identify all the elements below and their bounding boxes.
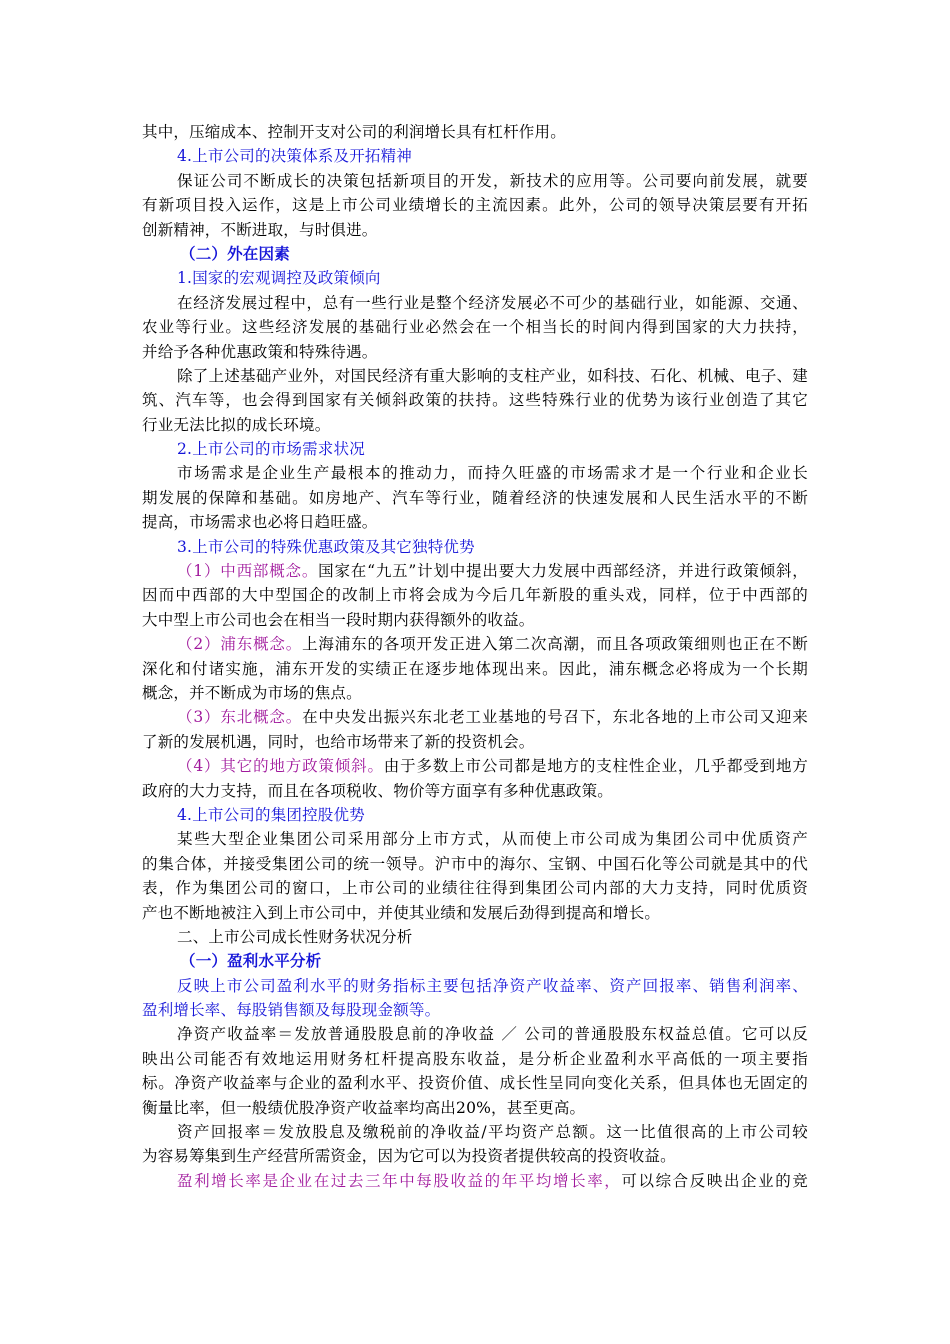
body-text: 筑、汽车等，也会得到国家有关倾斜政策的扶持。这些特殊行业的优势为该行业创造了其它 (142, 391, 808, 410)
body-text: 大中型上市公司也会在相当一段时期内获得额外的收益。 (142, 610, 535, 629)
body-text (142, 705, 808, 729)
body-text: 农业等行业。这些经济发展的基础行业必然会在一个相当长的时间内得到国家的大力扶持， (142, 318, 808, 337)
body-text-run: 上海浦东的各项开发正进入第二次高潮，而且各项政策细则也正在不断 (302, 635, 808, 654)
document-page (142, 120, 808, 1193)
body-text: 资产回报率＝发放股息及缴税前的净收益/平均资产总额。这一比值很高的上市公司较 (177, 1123, 808, 1142)
body-text (142, 754, 808, 778)
body-text: 为容易筹集到生产经营所需资金，因为它可以为投资者提供较高的投资收益。 (142, 1147, 676, 1166)
body-text: 创新精神，不断进取，与时俱进。 (142, 220, 378, 239)
body-text-run: 国家在“九五”计划中提出要大力发展中西部经济，并进行政策倾斜， (318, 562, 808, 581)
body-text-run: 在中央发出振兴东北老工业基地的号召下，东北各地的上市公司又迎来 (302, 708, 808, 727)
keyword-label: 盈利增长率是企业在过去三年中每股收益的年平均增长率， (177, 1171, 622, 1190)
body-text: 了新的发展机遇，同时，也给市场带来了新的投资机会。 (142, 732, 535, 751)
body-text: 的集合体，并接受集团公司的统一领导。沪市中的海尔、宝钢、中国石化等公司就是其中的代 (142, 854, 808, 873)
chapter-heading: 二、上市公司成长性财务状况分析 (177, 927, 413, 946)
body-text: 净资产收益率＝发放普通股股息前的净收益 ／ 公司的普通股股东权益总值。它可以反 (177, 1025, 808, 1044)
body-text: 保证公司不断成长的决策包括新项目的开发，新技术的应用等。公司要向前发展，就要 (177, 171, 808, 190)
body-text: 因而中西部的大中型国企的改制上市将会成为今后几年新股的重头戏，同样，位于中西部的 (142, 586, 808, 605)
section-heading: 4.上市公司的集团控股优势 (177, 805, 365, 824)
keyword-label: （3）东北概念。 (177, 708, 303, 727)
body-text: 深化和付诸实施，浦东开发的实绩正在逐步地体现出来。因此，浦东概念必将成为一个长期 (142, 659, 808, 678)
section-heading: 1.国家的宏观调控及政策倾向 (177, 269, 381, 288)
body-text: 某些大型企业集团公司采用部分上市方式，从而使上市公司成为集团公司中优质资产 (177, 830, 808, 849)
body-text-run: 可以综合反映出企业的竞 (621, 1171, 808, 1190)
subsection-heading: （一）盈利水平分析 (180, 951, 322, 971)
body-text: 映出公司能否有效地运用财务杠杆提高股东收益，是分析企业盈利水平高低的一项主要指 (142, 1049, 808, 1068)
body-text: 标。净资产收益率与企业的盈利水平、投资价值、成长性呈同向变化关系，但具体也无固定的 (142, 1074, 808, 1093)
body-text: 其中，压缩成本、控制开支对公司的利润增长具有杠杆作用。 (142, 123, 566, 141)
body-text: 产也不断地被注入到上市公司中，并使其业绩和发展后劲得到提高和增长。 (142, 903, 661, 922)
body-text-run: 由于多数上市公司都是地方的支柱性企业，几乎都受到地方 (383, 757, 808, 776)
body-text: 期发展的保障和基础。如房地产、汽车等行业，随着经济的快速发展和人民生活水平的不断 (142, 488, 808, 507)
highlighted-text: 反映上市公司盈利水平的财务指标主要包括净资产收益率、资产回报率、销售利润率、 (177, 976, 808, 995)
body-text: 衡量比率，但一般绩优股净资产收益率均高出20%，甚至更高。 (142, 1098, 586, 1117)
section-heading: 4.上市公司的决策体系及开拓精神 (177, 147, 412, 166)
keyword-label: （4）其它的地方政策倾斜。 (177, 757, 384, 776)
body-text: 市场需求是企业生产最根本的推动力，而持久旺盛的市场需求才是一个行业和企业长 (177, 464, 808, 483)
body-text: 在经济发展过程中，总有一些行业是整个经济发展必不可少的基础行业，如能源、交通、 (177, 293, 808, 312)
keyword-label: （2）浦东概念。 (177, 635, 303, 654)
body-text (142, 632, 808, 656)
body-text: 除了上述基础产业外，对国民经济有重大影响的支柱产业，如科技、石化、机械、电子、建 (177, 366, 808, 385)
section-heading: 3.上市公司的特殊优惠政策及其它独特优势 (177, 537, 475, 556)
subsection-heading: （二）外在因素 (180, 243, 290, 263)
body-text: 提高，市场需求也必将日趋旺盛。 (142, 513, 378, 532)
body-text: 政府的大力支持，而且在各项税收、物价等方面享有多种优惠政策。 (142, 781, 614, 800)
body-text: 表，作为集团公司的窗口，上市公司的业绩往往得到集团公司内部的大力支持，同时优质资 (142, 879, 808, 898)
body-text: 行业无法比拟的成长环境。 (142, 415, 331, 434)
body-text (142, 559, 808, 583)
body-text (142, 1169, 808, 1193)
keyword-label: （1）中西部概念。 (177, 562, 319, 581)
section-heading: 2.上市公司的市场需求状况 (177, 440, 365, 459)
highlighted-text: 盈利增长率、每股销售额及每股现金额等。 (142, 1001, 441, 1020)
body-text: 概念，并不断成为市场的焦点。 (142, 683, 362, 702)
body-text: 并给予各种优惠政策和特殊待遇。 (142, 342, 378, 361)
body-text: 有新项目投入运作，这是上市公司业绩增长的主流因素。此外，公司的领导决策层要有开拓 (142, 196, 808, 215)
